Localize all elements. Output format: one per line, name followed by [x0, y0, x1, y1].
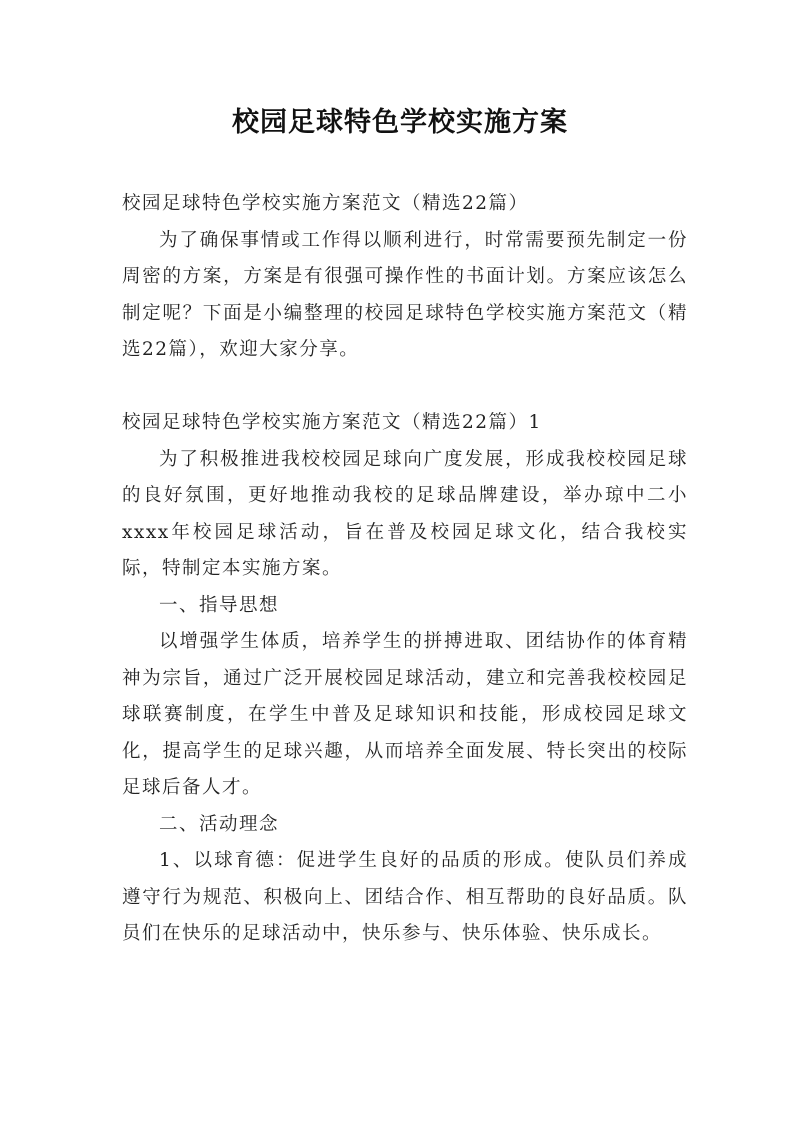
- intro-paragraph: 为了确保事情或工作得以顺利进行，时常需要预先制定一份周密的方案，方案是有很强可操作性的书面计划。方案应该怎么制定呢？下面是小编整理的校园足球特色学校实施方案范文（精选22篇），欢迎大家分享。: [122, 229, 688, 360]
- section-2-heading: 二、活动理念: [159, 813, 280, 835]
- document-title: 校园足球特色学校实施方案: [232, 107, 568, 138]
- paragraph-spacer: [122, 369, 688, 406]
- article-1-paragraph: 为了积极推进我校校园足球向广度发展，形成我校校园足球的良好氛围，更好地推动我校的足球品牌建设，举办琼中二小xxxx年校园足球活动，旨在普及校园足球文化，结合我校实际，特制定本实施方案。: [122, 448, 688, 579]
- article-1-heading: 校园足球特色学校实施方案范文（精选22篇）1: [122, 412, 542, 433]
- section-1-heading: 一、指导思想: [159, 594, 280, 616]
- document-body: [122, 186, 688, 953]
- intro-heading: 校园足球特色学校实施方案范文（精选22篇）: [122, 193, 529, 214]
- section-2-item-1: 1、以球育德：促进学生良好的品质的形成。使队员们养成遵守行为规范、积极向上、团结合作、相互帮助的良好品质。队员们在快乐的足球活动中，快乐参与、快乐体验、快乐成长。: [122, 850, 688, 944]
- section-1-paragraph: 以增强学生体质，培养学生的拼搏进取、团结协作的体育精神为宗旨，通过广泛开展校园足球活动，建立和完善我校校园足球联赛制度，在学生中普及足球知识和技能，形成校园足球文化，提高学生的足球兴趣，从而培养全面发展、特长突出的校际足球后备人才。: [122, 631, 688, 798]
